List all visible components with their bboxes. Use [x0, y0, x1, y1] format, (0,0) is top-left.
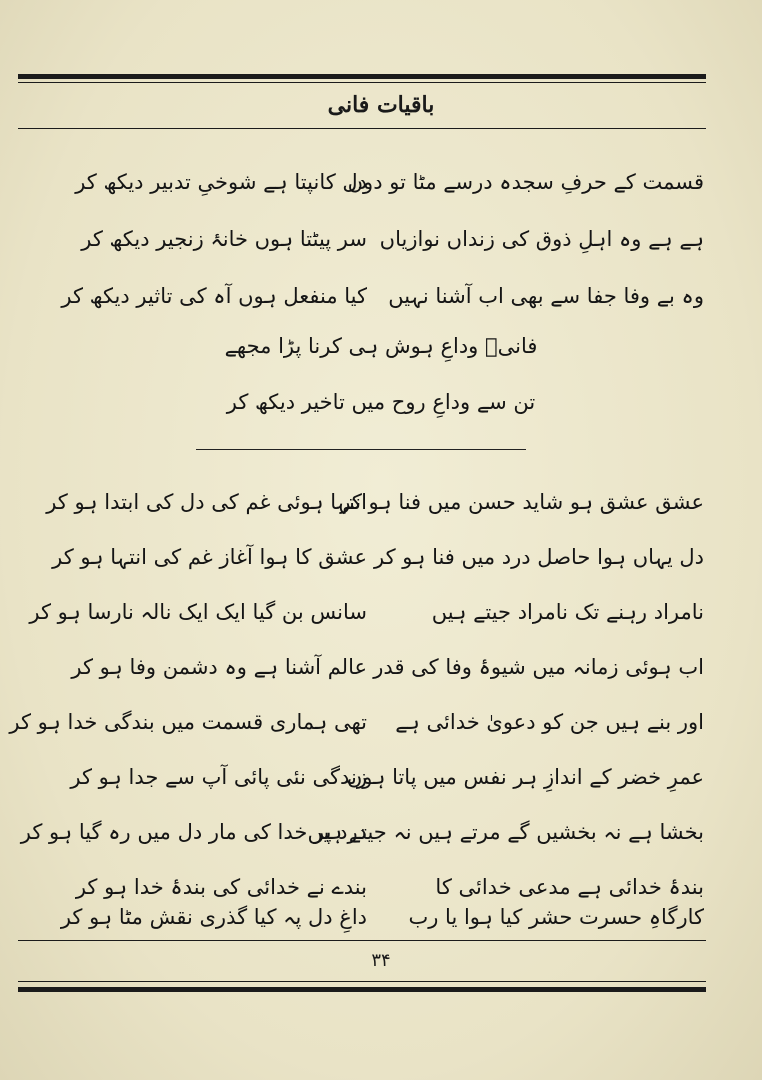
- verse-line: ہے ہے وہ اہلِ ذوق کی زنداں نوازیاں: [379, 227, 704, 251]
- title-under-rule: [18, 128, 706, 129]
- section-divider: [196, 449, 526, 450]
- verse-line: تھی ہماری قسمت میں بندگی خدا ہو کر: [9, 710, 367, 734]
- verse-line: اور بنے ہیں جن کو دعویٰ خدائی ہے: [395, 710, 704, 734]
- bottom-thin-rule-2: [18, 981, 706, 982]
- maqta-line: تن سے وداعِ روح میں تاخیر دیکھ کر: [226, 390, 536, 414]
- bottom-thin-rule: [18, 940, 706, 941]
- verse-line: بندۂ خدائی ہے مدعی خدائی کا: [435, 875, 704, 899]
- verse-line: دل یہاں ہوا حاصل درد میں فنا ہو کر: [373, 545, 704, 569]
- verse-line: عمرِ خضر کے اندازِ ہر نفس میں پاتا ہوں: [346, 765, 704, 789]
- verse-line: عالم آشنا ہے وہ دشمن وفا ہو کر: [71, 655, 367, 679]
- bottom-double-rule: [18, 987, 706, 992]
- verse-line: کارگاہِ حسرت حشر کیا ہوا یا رب: [408, 905, 704, 929]
- verse-line: اب ہوئی زمانہ میں شیوۂ وفا کی قدر: [373, 655, 704, 679]
- verse-line: سانس بن گیا ایک ایک نالہ نارسا ہو کر: [29, 600, 367, 624]
- page-number: ۳۴: [371, 950, 391, 971]
- verse-line: داغِ دل پہ کیا گذری نقش مٹا ہو کر: [60, 905, 367, 929]
- verse-line: زندگی نئی پائی آپ سے جدا ہو کر: [70, 765, 367, 789]
- verse-line: انتہا ہوئی غم کی دل کی ابتدا ہو کر: [46, 490, 367, 514]
- verse-line: عشق کا ہوا آغاز غم کی انتہا ہو کر: [52, 545, 367, 569]
- page-title: باقیات فانی: [327, 92, 435, 118]
- verse-line: بندے نے خدائی کی بندۂ خدا ہو کر: [75, 875, 367, 899]
- verse-line: عشق عشق ہو شاید حسن میں فنا ہو کر: [340, 490, 704, 514]
- top-thin-rule: [18, 82, 706, 83]
- top-double-rule: [18, 74, 706, 79]
- verse-line: بخشا ہے نہ بخشیں گے مرتے ہیں نہ جیتے ہیں: [307, 820, 704, 844]
- verse-line: نامراد رہنے تک نامراد جیتے ہیں: [431, 600, 704, 624]
- verse-line: قسمت کے حرفِ سجدہ درسے مٹا تو دوں: [347, 170, 704, 194]
- verse-line: وہ بے وفا جفا سے بھی اب آشنا نہیں: [388, 284, 704, 308]
- maqta-line: فانیؔ وداعِ ہوش ہی کرنا پڑا مجھے: [224, 334, 538, 358]
- verse-line: کیا منفعل ہوں آہ کی تاثیر دیکھ کر: [61, 284, 367, 308]
- verse-line: دل کانپتا ہے شوخیِ تدبیر دیکھ کر: [75, 170, 367, 194]
- verse-line: درد پر خدا کی مار دل میں رہ گیا ہو کر: [20, 820, 367, 844]
- verse-line: سر پیٹتا ہوں خانۂ زنجیر دیکھ کر: [81, 227, 367, 251]
